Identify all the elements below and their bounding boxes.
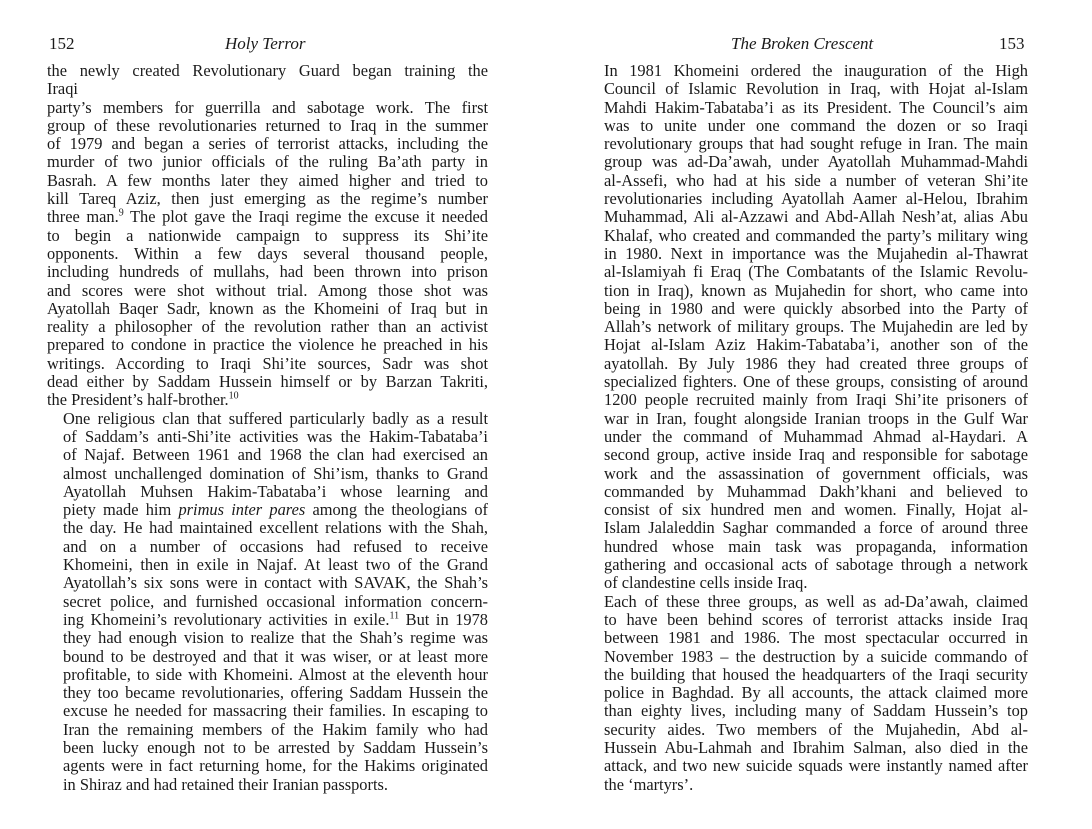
line-text: of clandestine cells inside Iraq.	[604, 573, 808, 593]
text-line	[588, 428, 1028, 446]
line-text: prepared to condone in practice the violence he preached in his	[47, 335, 488, 355]
text-line	[47, 153, 488, 171]
text-line	[588, 776, 1028, 794]
line-text: kill Tareq Aziz, then just emerging as the regime’s number	[47, 189, 488, 209]
line-text: in Shiraz and had retained their Iranian passports.	[63, 774, 388, 794]
right-page	[546, 0, 1092, 829]
right-body-text	[588, 62, 1028, 794]
line-text: opponents. Within a few days several thousand people,	[47, 243, 488, 263]
line-text: Muhammad, Ali al-Azzawi and Abd-Allah Nesh’at, alias Abu	[604, 207, 1028, 227]
line-text: Islam Jalaleddin Saghar commanded a force of around three	[604, 518, 1028, 538]
text-line	[588, 702, 1028, 720]
line-text: than eighty lives, including many of Saddam Hussein’s top	[604, 701, 1028, 721]
footnote-marker: 11	[389, 610, 400, 622]
text-line	[588, 757, 1028, 775]
line-text: group of these revolutionaries returned to Iraq in the summer	[47, 115, 488, 135]
line-text: revolutionary groups that had sought refuge in Iran. The main	[604, 134, 1028, 154]
text-line	[588, 190, 1028, 208]
text-line	[47, 593, 488, 611]
text-line	[47, 300, 488, 318]
text-line	[588, 721, 1028, 739]
text-line	[47, 80, 488, 98]
line-text: Hojat al-Islam Aziz Hakim-Tabataba’i, another son of the	[604, 335, 1028, 355]
line-text: the building that housed the headquarters of the Iraqi security	[604, 664, 1028, 684]
line-text: secret police, and furnished occasional information concern-	[63, 591, 488, 611]
text-line	[47, 336, 488, 354]
text-line	[588, 739, 1028, 757]
text-line	[588, 373, 1028, 391]
line-text: agents were in fact returning home, for the Hakims originated	[63, 756, 488, 776]
text-line	[588, 574, 1028, 592]
line-text: and on a number of occasions had refused to receive	[63, 536, 488, 556]
text-line	[588, 611, 1028, 629]
line-text: second group, active inside Iraq and responsible for sabotage	[604, 445, 1028, 465]
text-line	[47, 172, 488, 190]
line-text: Basrah. A few months later they aimed higher and tried to	[47, 170, 488, 190]
text-line	[588, 336, 1028, 354]
line-text: to have been behind scores of terrorist attacks inside Iraq	[604, 609, 1028, 629]
text-line	[588, 135, 1028, 153]
text-line	[47, 648, 488, 666]
line-text: security aides. Two members of the Mujahedin, Abd al-	[604, 719, 1028, 739]
text-line	[47, 629, 488, 647]
text-line	[47, 483, 488, 501]
text-line	[47, 373, 488, 391]
line-text: police in Baghdad. By all accounts, the attack claimed more	[604, 683, 1028, 703]
text-line	[588, 684, 1028, 702]
line-text-continued: among the theologians of	[305, 500, 488, 520]
text-line	[588, 410, 1028, 428]
text-line	[588, 355, 1028, 373]
line-text: excuse he needed for massacring their families. In escaping to	[63, 701, 488, 721]
text-line	[588, 300, 1028, 318]
text-line	[47, 208, 488, 226]
paragraph	[588, 62, 1028, 593]
line-text: reality a philosopher of the revolution rather than an activist	[47, 317, 488, 337]
text-line	[47, 245, 488, 263]
text-line	[47, 62, 488, 80]
text-line	[588, 172, 1028, 190]
text-line	[47, 702, 488, 720]
left-running-head	[47, 34, 546, 56]
footnote-marker: 9	[118, 207, 124, 219]
line-text: of Najaf. Between 1961 and 1968 the clan had exercised an	[63, 445, 488, 465]
line-text: profitable, to side with Khomeini. Almost at the eleventh hour	[63, 664, 488, 684]
text-line	[588, 245, 1028, 263]
text-line	[47, 739, 488, 757]
text-line	[588, 501, 1028, 519]
text-line	[588, 465, 1028, 483]
left-page-number: 152	[49, 34, 75, 53]
line-text: al-Islamiyah fi Eraq (The Combatants of the Islamic Revolu-	[604, 262, 1028, 282]
line-text: Iraqi	[47, 79, 78, 99]
paragraph	[47, 410, 488, 794]
line-text: Ayatollah’s six sons were in contact with SAVAK, the Shah’s	[63, 573, 488, 593]
line-text: Each of these three groups, as well as ad-Da’awah, claimed	[604, 591, 1028, 611]
text-line	[588, 62, 1028, 80]
text-line	[47, 117, 488, 135]
line-text: they had enough vision to realize that the Shah’s regime was	[63, 628, 488, 648]
text-line	[588, 282, 1028, 300]
text-line	[47, 446, 488, 464]
line-text: war in Iran, fought alongside Iranian troops in the Gulf War	[604, 408, 1028, 428]
line-text: tion in Iraq), known as Mujahedin for short, who came into	[604, 280, 1028, 300]
text-line	[47, 519, 488, 537]
paragraph	[588, 593, 1028, 794]
line-text: gathering and occasional acts of sabotage through a network	[604, 555, 1028, 575]
line-text: the ‘martyrs’.	[604, 774, 694, 794]
text-line	[588, 153, 1028, 171]
line-text: Iran the remaining members of the Hakim family who had	[63, 719, 488, 739]
text-line	[47, 721, 488, 739]
line-text: 1200 people recruited mainly from Iraqi Shi’ite prisoners of	[604, 390, 1028, 410]
line-text: and scores were shot without trial. Among those shot was	[47, 280, 488, 300]
line-text: al-Assefi, who had at his side a number of veteran Shi’ite	[604, 170, 1028, 190]
line-text: was to unite under one command the dozen or so Iraqi	[604, 115, 1028, 135]
line-text: ing Khomeini’s revolutionary activities in exile.	[63, 609, 390, 629]
paragraph	[47, 62, 488, 410]
left-running-title: Holy Terror	[225, 34, 306, 53]
line-text: In 1981 Khomeini ordered the inauguration of the High	[604, 61, 1028, 80]
line-text: bound to be destroyed and that it was wiser, or at least more	[63, 646, 488, 666]
line-text: Khalaf, who created and commanded the party’s military wing	[604, 225, 1028, 245]
right-page-number: 153	[999, 34, 1025, 53]
text-line	[47, 757, 488, 775]
text-line	[588, 80, 1028, 98]
line-text: revolutionaries including Ayatollah Aamer al-Helou, Ibrahim	[604, 189, 1028, 209]
line-text: attack, and two new suicide squads were instantly named after	[604, 756, 1028, 776]
italic-phrase: primus inter pares	[178, 500, 306, 520]
line-text: consist of six hundred men and women. Finally, Hojat al-	[604, 500, 1028, 520]
line-text: the day. He had maintained excellent relations with the Shah,	[63, 518, 488, 538]
line-text: being in 1980 and were quickly absorbed into the Party of	[604, 298, 1028, 318]
text-line	[47, 776, 488, 794]
line-text: dead either by Saddam Hussein himself or by Barzan Takriti,	[47, 372, 488, 392]
line-text: Ayatollah Baqer Sadr, known as the Khomeini of Iraq but in	[47, 298, 488, 318]
line-text: commanded by Muhammad Dakh’khani and believed to	[604, 481, 1028, 501]
right-running-title: The Broken Crescent	[731, 34, 874, 53]
text-line	[47, 263, 488, 281]
text-line	[588, 593, 1028, 611]
text-line	[47, 556, 488, 574]
text-line	[47, 684, 488, 702]
line-text: in 1980. Next in importance was the Mujahedin al-Thawrat	[604, 243, 1028, 263]
line-text: been lucky enough not to be arrested by Saddam Hussein’s	[63, 737, 488, 757]
line-text: hundred whose main task was propaganda, information	[604, 536, 1028, 556]
text-line	[588, 446, 1028, 464]
line-text: they too became revolutionaries, offering Saddam Hussein the	[63, 683, 488, 703]
line-text: of Saddam’s anti-Shi’ite activities was the Hakim-Tabataba’i	[63, 426, 488, 446]
line-text: of 1979 and began a series of terrorist attacks, including the	[47, 134, 488, 154]
text-line	[47, 190, 488, 208]
text-line	[588, 391, 1028, 409]
line-text: Council of Islamic Revolution in Iraq, with Hojat al-Islam	[604, 79, 1028, 99]
footnote-marker: 10	[228, 390, 239, 402]
line-text: Ayatollah Muhsen Hakim-Tabataba’i whose learning and	[63, 481, 488, 501]
line-text-continued: The plot gave the Iraqi regime the excuse it needed	[123, 207, 488, 227]
text-line	[47, 428, 488, 446]
text-line	[47, 282, 488, 300]
line-text: including hundreds of mullahs, had been thrown into prison	[47, 262, 488, 282]
text-line	[47, 611, 488, 629]
text-line	[47, 318, 488, 336]
text-line	[47, 465, 488, 483]
line-text: the newly created Revolutionary Guard began training the	[47, 61, 488, 80]
text-line	[47, 355, 488, 373]
right-running-head	[588, 34, 1092, 56]
line-text-continued: But in 1978	[399, 609, 488, 629]
text-line	[588, 263, 1028, 281]
text-line	[588, 117, 1028, 135]
line-text: Hussein Abu-Lahmah and Ibrahim Salman, also died in the	[604, 737, 1028, 757]
line-text: writings. According to Iraqi Shi’ite sources, Sadr was shot	[47, 353, 488, 373]
line-text: party’s members for guerrilla and sabotage work. The first	[47, 97, 488, 117]
line-text: Allah’s network of military groups. The Mujahedin are led by	[604, 317, 1028, 337]
line-text: Khomeini, then in exile in Najaf. At least two of the Grand	[63, 555, 488, 575]
line-text: group was ad-Da’awah, under Ayatollah Muhammad-Mahdi	[604, 152, 1028, 172]
text-line	[47, 99, 488, 117]
text-line	[588, 99, 1028, 117]
line-text: One religious clan that suffered particularly badly as a result	[63, 408, 488, 428]
text-line	[588, 519, 1028, 537]
text-line	[588, 208, 1028, 226]
text-line	[588, 648, 1028, 666]
text-line	[588, 538, 1028, 556]
line-text: Mahdi Hakim-Tabataba’i as its President. The Council’s aim	[604, 97, 1028, 117]
line-text: ayatollah. By July 1986 they had created three groups of	[604, 353, 1028, 373]
line-text: piety made him	[63, 500, 179, 520]
text-line	[47, 574, 488, 592]
line-text: almost unchallenged domination of Shi’ism, thanks to Grand	[63, 463, 488, 483]
text-line	[47, 501, 488, 519]
line-text: work and the assassination of government officials, was	[604, 463, 1028, 483]
line-text: specialized fighters. One of these groups, consisting of around	[604, 372, 1028, 392]
line-text: under the command of Muhammad Ahmad al-Haydari. A	[604, 426, 1028, 446]
text-line	[588, 666, 1028, 684]
line-text: November 1983 – the destruction by a suicide commando of	[604, 646, 1028, 666]
text-line	[588, 629, 1028, 647]
text-line	[47, 391, 488, 409]
text-line	[588, 556, 1028, 574]
text-line	[588, 318, 1028, 336]
text-line	[47, 538, 488, 556]
text-line	[47, 410, 488, 428]
text-line	[47, 666, 488, 684]
text-line	[588, 483, 1028, 501]
text-line	[47, 135, 488, 153]
text-line	[588, 227, 1028, 245]
line-text: murder of two junior officials of the ruling Ba’ath party in	[47, 152, 488, 172]
line-text: three man.	[47, 207, 119, 227]
text-line	[47, 227, 488, 245]
line-text: between 1981 and 1986. The most spectacular occurred in	[604, 628, 1028, 648]
left-body-text	[47, 62, 488, 794]
line-text: the President’s half-brother.	[47, 390, 229, 410]
line-text: to begin a nationwide campaign to suppress its Shi’ite	[47, 225, 488, 245]
